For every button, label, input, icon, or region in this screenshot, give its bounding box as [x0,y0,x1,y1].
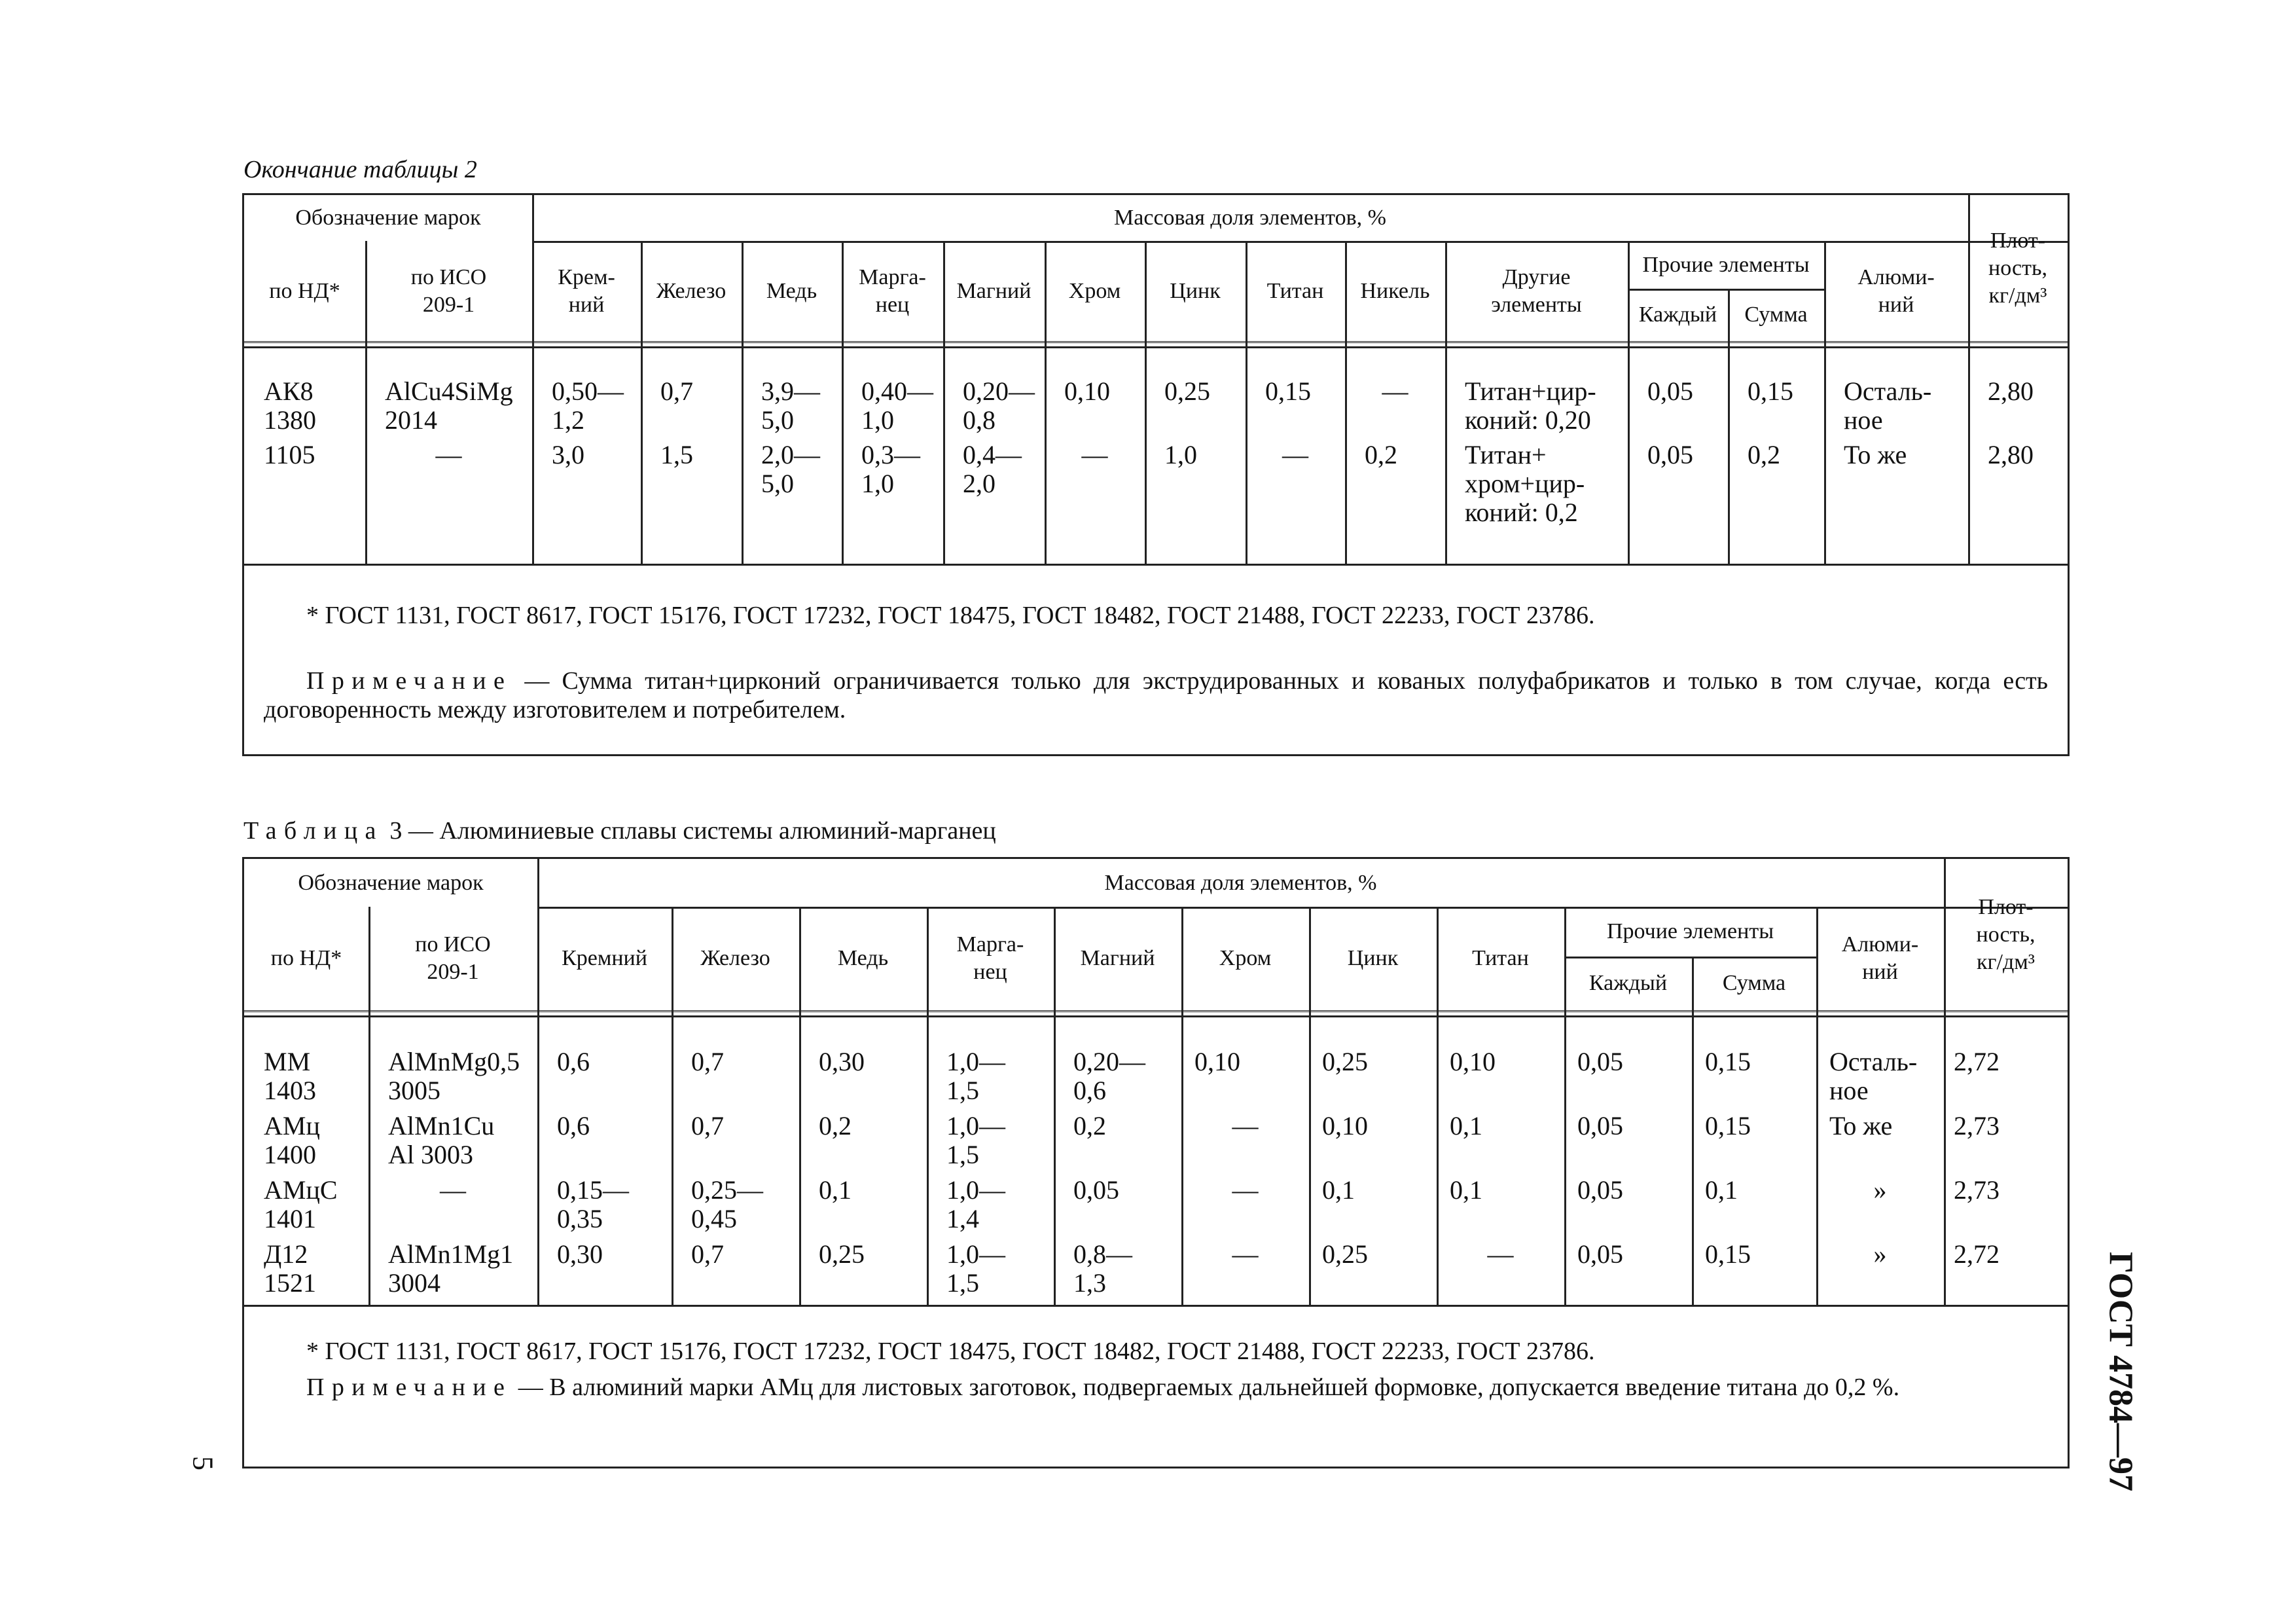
table-cell: То же [1829,1111,1893,1140]
table3-caption-text: 3 — Алюминиевые сплавы системы алюминий-марганец [383,817,996,845]
table-cell: 0,15 [1705,1111,1751,1140]
header-sum: Сумма [1744,302,1808,327]
table3-caption-label: Таблица [243,817,384,845]
header-copper: Медь [837,946,889,970]
table2 [242,193,2070,756]
page-number-text: 5 [187,1456,219,1470]
table3-note-label: Примечание [306,1374,512,1401]
table-cell: 0,05 [1073,1175,1119,1205]
table-cell: 0,7 [691,1111,724,1140]
header-designation: Обозначение марок [298,870,484,895]
table-cell: 2,73 [1954,1111,2000,1140]
table-cell: 2,80 [1988,376,2034,406]
table-cell: АМц 1400 [264,1111,320,1169]
table-cell: 0,4— 2,0 [963,440,1022,498]
header-density: Плот- ность, кг/дм³ [1988,228,2047,308]
table-cell: 1,0— 1,5 [946,1239,1005,1298]
table-cell: 2,80 [1988,440,2034,469]
header-manganese: Марга- нец [956,932,1024,984]
table3-footnote: * ГОСТ 1131, ГОСТ 8617, ГОСТ 15176, ГОСТ 17232, ГОСТ 18475, ГОСТ 18482, ГОСТ 21488, ГОСТ 22233, ГОСТ 23786. [306,1338,1595,1365]
header-mass-fraction: Массовая доля элементов, % [1114,206,1386,230]
header-by-nd: по НД* [269,278,340,303]
header-sum: Сумма [1722,971,1786,995]
table-cell: ММ 1403 [264,1047,316,1105]
table-cell: 1,0— 1,5 [946,1111,1005,1169]
table-cell: 0,2 [1073,1111,1106,1140]
table-cell: 0,15 [1705,1047,1751,1076]
table-cell: AlMn1Mg1 3004 [388,1239,514,1298]
table-cell: 3,9— 5,0 [761,376,820,435]
table-cell: — [1487,1239,1514,1269]
table-cell: — [1382,376,1408,406]
header-zinc: Цинк [1170,278,1221,303]
table-cell: 0,10 [1322,1111,1368,1140]
table-cell: 0,30 [557,1239,603,1269]
table-cell: 0,1 [1450,1175,1482,1205]
table2-note-text: — Сумма титан+цирконий ограничивается только для экструдированных и кованых полуфабрикатов и только в том случае, когда есть договоренность между изготовителем и потребителем. [264,667,2048,723]
table-cell: 0,10 [1194,1047,1240,1076]
table-cell: — [1282,440,1308,469]
header-manganese: Марга- нец [859,264,926,317]
table-cell: — [1232,1175,1259,1205]
header-silicon: Кремний [562,946,647,970]
header-by-nd: по НД* [270,946,342,970]
header-nickel: Никель [1360,278,1430,303]
table-cell: 0,05 [1577,1047,1623,1076]
header-copper: Медь [766,278,817,303]
table-cell: 0,1 [1705,1175,1738,1205]
table-cell: 2,72 [1954,1239,2000,1269]
table-cell: 0,15 [1705,1239,1751,1269]
table-cell: 0,15 [1265,376,1311,406]
table-cell: AlMnMg0,5 3005 [388,1047,520,1105]
table-cell: 1105 [264,440,315,469]
table-cell: — [435,440,462,469]
header-iron: Железо [700,946,770,970]
table2-footnote: * ГОСТ 1131, ГОСТ 8617, ГОСТ 15176, ГОСТ 17232, ГОСТ 18475, ГОСТ 18482, ГОСТ 21488, ГОСТ 22233, ГОСТ 23786. [306,602,1595,629]
table-cell: 0,6 [557,1047,590,1076]
table-cell: 1,0— 1,4 [946,1175,1005,1233]
table-cell: 0,05 [1577,1239,1623,1269]
table-cell: То же [1844,440,1907,469]
header-other-elements: Другие элементы [1491,264,1582,317]
table-cell: 0,40— 1,0 [861,376,933,435]
table3-caption [243,818,996,843]
standard-side-title-text: ГОСТ 4784—97 [2102,1251,2140,1492]
header-density: Плот- ность, кг/дм³ [1976,894,2036,974]
header-titanium: Титан [1266,278,1324,303]
table-cell: 0,20— 0,8 [963,376,1035,435]
header-designation: Обозначение марок [295,206,481,230]
header-chromium: Хром [1068,278,1121,303]
header-misc-elements: Прочие элементы [1606,919,1774,943]
header-misc-elements: Прочие элементы [1642,252,1810,277]
header-by-iso: по ИСО 209-1 [415,932,491,984]
table3-note-text: — В алюминий марки АМц для листовых заготовок, подвергаемых дальнейшей формовке, допускается введение титана до 0,2 %. [512,1374,1900,1401]
table-cell: 0,10 [1064,376,1110,406]
header-mass-fraction: Массовая доля элементов, % [1104,870,1377,895]
table-cell: 0,05 [1647,376,1693,406]
table-cell: 0,6 [557,1111,590,1140]
table-cell: — [1232,1239,1259,1269]
table-cell: 1,0 [1164,440,1197,469]
table3-note [264,1373,1996,1402]
table-cell: 3,0 [552,440,584,469]
table-cell: 0,25 [1164,376,1210,406]
header-aluminium: Алюми- ний [1841,932,1919,984]
table-cell: Титан+ хром+цир- коний: 0,2 [1465,440,1585,527]
table-cell: 0,30 [819,1047,865,1076]
table-cell: » [1873,1175,1887,1205]
header-magnesium: Магний [1080,946,1155,970]
table-cell: 0,3— 1,0 [861,440,920,498]
table-cell: 0,1 [819,1175,852,1205]
standard-side-title [2091,1251,2150,1492]
table-cell: Осталь- ное [1844,376,1932,435]
table-cell: Осталь- ное [1829,1047,1918,1105]
table2-note [264,666,2048,724]
table-cell: 0,15 [1748,376,1793,406]
header-magnesium: Магний [956,278,1031,303]
table2-caption: Окончание таблицы 2 [243,156,477,183]
table-cell: 1,5 [660,440,693,469]
header-iron: Железо [656,278,726,303]
table-cell: 0,7 [691,1047,724,1076]
table3 [242,857,2070,1468]
table-cell: 0,2 [1365,440,1397,469]
table-cell: 0,05 [1647,440,1693,469]
table-cell: 0,1 [1322,1175,1355,1205]
table-cell: 0,8— 1,3 [1073,1239,1132,1298]
page-number [183,1444,223,1483]
table-cell: 0,15— 0,35 [557,1175,629,1233]
header-each: Каждый [1638,302,1717,327]
header-aluminium: Алюми- ний [1857,264,1935,317]
table-cell: Титан+цир- коний: 0,20 [1465,376,1596,435]
table-cell: 0,2 [819,1111,852,1140]
table-cell: 0,25 [1322,1047,1368,1076]
table-cell: АМцС 1401 [264,1175,338,1233]
table-cell: 0,2 [1748,440,1780,469]
table-cell: 2,73 [1954,1175,2000,1205]
table-cell: AlCu4SiMg 2014 [385,376,513,435]
table-cell: AlMn1Cu Al 3003 [388,1111,495,1169]
table-cell: 2,0— 5,0 [761,440,820,498]
table-cell: 0,7 [691,1239,724,1269]
table-cell: 0,7 [660,376,693,406]
table-cell: 0,25 [1322,1239,1368,1269]
header-silicon: Крем- ний [558,264,615,317]
table-cell: 0,1 [1450,1111,1482,1140]
table-cell: 0,05 [1577,1175,1623,1205]
table-cell: АК8 1380 [264,376,316,435]
table-cell: — [440,1175,466,1205]
table-cell: — [1232,1111,1259,1140]
table-cell: 1,0— 1,5 [946,1047,1005,1105]
table-cell: 0,25 [819,1239,865,1269]
table-cell: 0,05 [1577,1111,1623,1140]
header-each: Каждый [1588,971,1668,995]
table2-note-label: Примечание [306,667,512,695]
header-chromium: Хром [1219,946,1272,970]
table-cell: 0,25— 0,45 [691,1175,763,1233]
table-cell: Д12 1521 [264,1239,316,1298]
header-zinc: Цинк [1347,946,1399,970]
table-cell: 0,50— 1,2 [552,376,624,435]
table-cell: 2,72 [1954,1047,2000,1076]
header-titanium: Титан [1472,946,1529,970]
table-cell: 0,20— 0,6 [1073,1047,1145,1105]
table-cell: 0,10 [1450,1047,1496,1076]
header-by-iso: по ИСО 209-1 [410,264,487,317]
table-cell: — [1081,440,1108,469]
table-cell: » [1873,1239,1887,1269]
